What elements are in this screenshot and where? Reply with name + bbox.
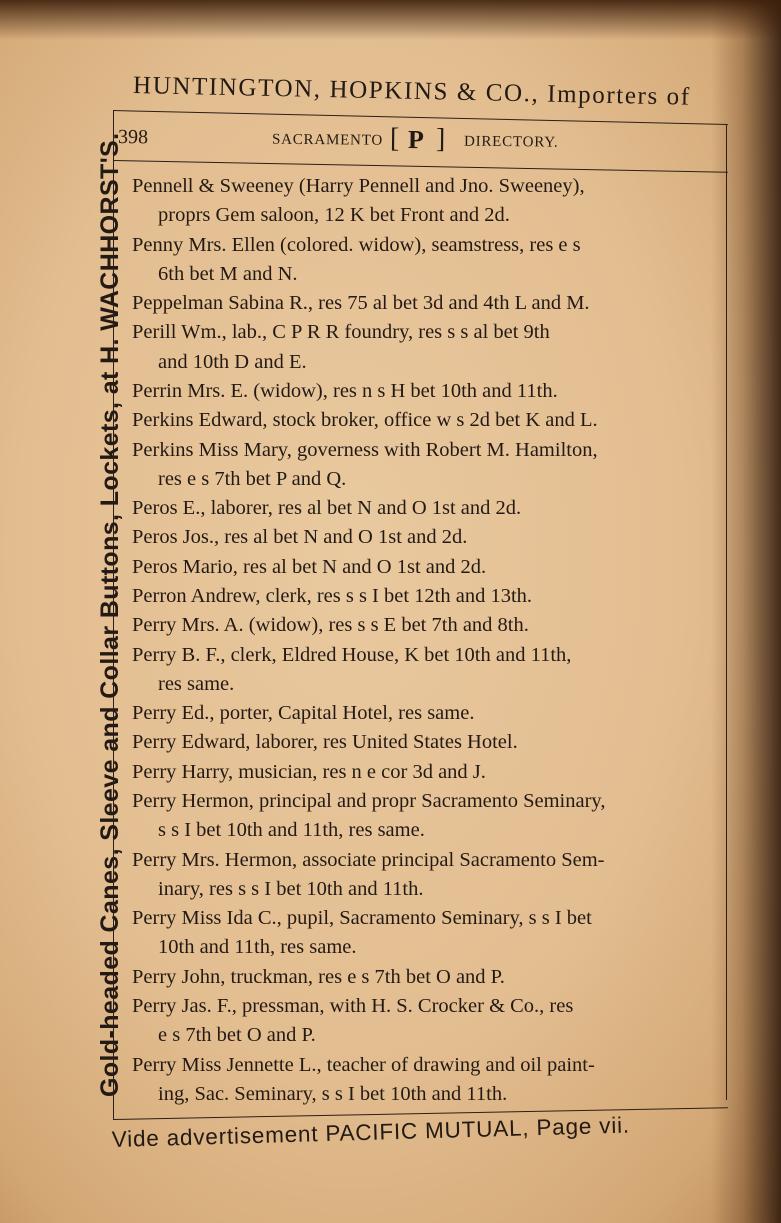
entry-line: s s I bet 10th and 11th, res same. <box>158 819 425 841</box>
entry-line: Perry John, truckman, res e s 7th bet O and P. <box>132 966 505 988</box>
section-bracket-close: ] <box>435 123 446 155</box>
entry-line: Perry Ed., porter, Capital Hotel, res same. <box>132 702 475 724</box>
entry-line: res same. <box>158 673 235 695</box>
entry-line: e s 7th bet O and P. <box>158 1024 316 1046</box>
entry-line: Peros E., laborer, res al bet N and O 1st and 2d. <box>132 497 522 519</box>
entry-line: Penny Mrs. Ellen (colored. widow), seamstress, res e s <box>132 234 581 256</box>
entry-line: res e s 7th bet P and Q. <box>158 468 347 490</box>
entry-line: 6th bet M and N. <box>158 263 298 285</box>
running-head-rule <box>113 160 728 173</box>
running-head <box>118 120 718 162</box>
entry-line: Perry Mrs. Hermon, associate principal Sacramento Sem- <box>132 849 605 871</box>
entry-line: Perron Andrew, clerk, res s s I bet 12th and 13th. <box>132 585 533 607</box>
entry-line: inary, res s s I bet 10th and 11th. <box>158 878 424 900</box>
entry-line: Perkins Miss Mary, governess with Robert M. Hamilton, <box>132 439 598 461</box>
page-number: 398 <box>117 126 149 149</box>
footer-advertisement: Vide advertisement PACIFIC MUTUAL, Page vii. <box>111 1112 631 1152</box>
entry-line: Perry Miss Jennette L., teacher of drawing and oil paint- <box>132 1054 595 1076</box>
entry-line: Peros Jos., res al bet N and O 1st and 2d. <box>132 526 468 548</box>
entry-line: Peppelman Sabina R., res 75 al bet 3d and 4th L and M. <box>132 292 590 314</box>
entry-line: Perrin Mrs. E. (widow), res n s H bet 10th and 11th. <box>132 380 558 402</box>
entry-line: Perry Jas. F., pressman, with H. S. Crocker & Co., res <box>132 995 574 1017</box>
entry-line: Perry Miss Ida C., pupil, Sacramento Seminary, s s I bet <box>132 907 592 929</box>
top-advertisement-line: HUNTINGTON, HOPKINS & CO., Importers of <box>132 72 691 111</box>
entry-line: Perry Hermon, principal and propr Sacramento Seminary, <box>132 790 606 812</box>
section-bracket-open: [ <box>389 122 400 154</box>
entry-line: Perry Mrs. A. (widow), res s s E bet 7th and 8th. <box>132 614 529 636</box>
page-frame-left-rule <box>113 110 114 1120</box>
entry-line: Perill Wm., lab., C P R R foundry, res s s al bet 9th <box>132 321 550 343</box>
entry-line: and 10th D and E. <box>158 351 307 373</box>
entry-line: Pennell & Sweeney (Harry Pennell and Jno. Sweeney), <box>132 175 585 197</box>
running-head-city: SACRAMENTO <box>271 131 384 149</box>
directory-entries <box>132 172 722 1112</box>
entry-line: Perry Edward, laborer, res United States Hotel. <box>132 731 518 753</box>
side-advertisement: Gold-headed Canes, Sleeve and Collar Buttons, Lockets, at H. WACHHORST'S. <box>96 132 124 1097</box>
entry-line: Peros Mario, res al bet N and O 1st and 2d. <box>132 556 487 578</box>
entry-line: ing, Sac. Seminary, s s I bet 10th and 11th. <box>158 1083 508 1105</box>
entry-line: Perry B. F., clerk, Eldred House, K bet 10th and 11th, <box>132 644 572 666</box>
section-letter: P <box>407 125 425 155</box>
entry-line: proprs Gem saloon, 12 K bet Front and 2d. <box>158 204 510 226</box>
entry-line: Perry Harry, musician, res n e cor 3d and J. <box>132 761 486 783</box>
entry-line: Perkins Edward, stock broker, office w s 2d bet K and L. <box>132 409 598 431</box>
running-head-directory: DIRECTORY. <box>463 133 559 151</box>
entry-line: 10th and 11th, res same. <box>158 936 357 958</box>
page-frame-right-rule <box>726 125 727 1100</box>
